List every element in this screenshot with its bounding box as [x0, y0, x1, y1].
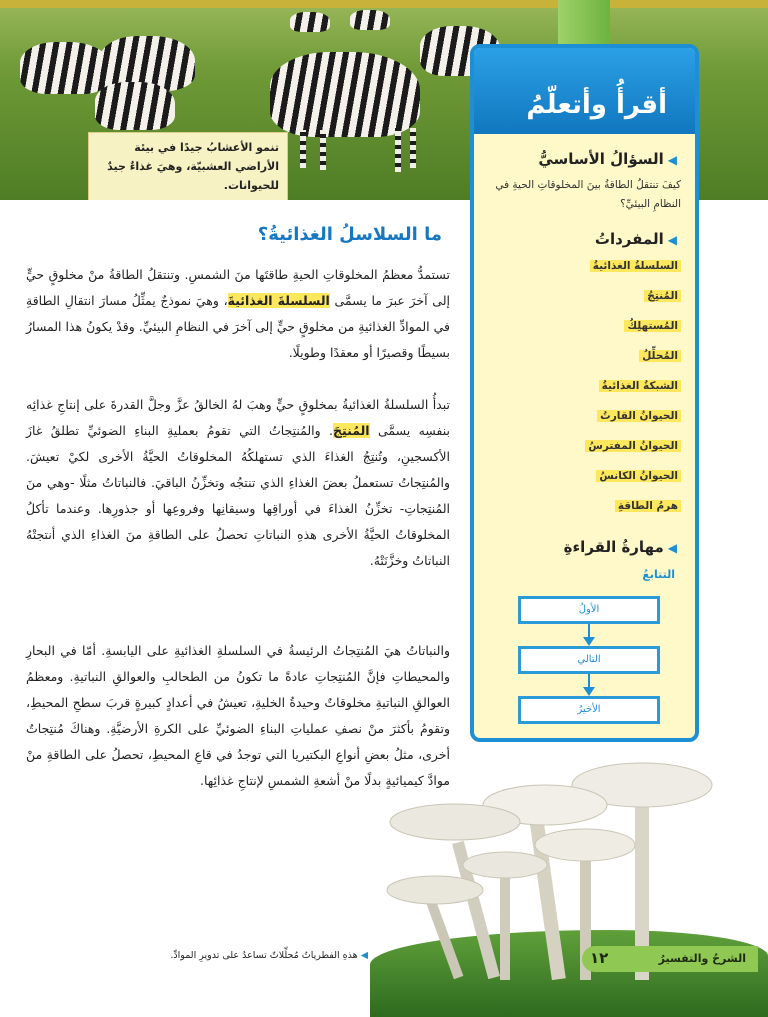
vocab-term: الشبكةُ الغذائيةُ	[501, 380, 681, 410]
panel-header	[474, 48, 695, 134]
highlighted-term: المُنتِجَ	[333, 423, 370, 438]
zebra	[95, 82, 175, 130]
paragraph-3: والنباتاتُ هيَ المُنتِجاتُ الرئيسةُ في السلسلةِ الغذائيةِ على اليابسةِ. أمّا في البحارِ والمحيطاتِ فإنَّ المُنتِجاتِ عادةً ما تكونُ من الطحالبِ والعوالقِ النباتيةِ. ومعظمُ العوالقِ النباتيةِ مخلوقاتٌ وحيدةُ الخليةِ، تعيشُ في أعدادٍ كبيرةٍ قربَ سطحِ المحيطِ، وتقومُ بأكثرَ منْ نصفِ عملياتِ البناءِ الضوئيِّ على الكرةِ الأرضيَّةِ. وهناكَ مُنتِجاتٌ أخرى، مثلُ بعضِ أنواعِ البكتيريا التي توجدُ في قاعِ المحيطِ، تحصلُ على الطاقةِ منْ موادَّ كيميائيةٍ بدلًا منْ أشعةِ الشمسِ لإنتاجِ غذائِها.	[26, 643, 450, 788]
highlighted-term: السلسلةَ الغذائيةَ	[227, 293, 330, 308]
vocab-term: المُستهلِكُ	[501, 320, 681, 350]
sequence-box-first: الأولُ	[518, 596, 660, 624]
paragraph-2: تبدأُ السلسلةُ الغذائيةُ بمخلوقٍ حيٍّ وهبَ لهُ الخالقُ عزَّ وجلَّ القدرةَ على إنتاجِ غذائِه بنفسِه يسمَّى المُنتِجَ. والمُنتِجاتُ التي تقومُ بعمليةِ البناءِ الضوئيِّ تطلقُ غازَ الأكسجينِ، وتُنتِجُ الغذاءَ الذي تستهلكُهُ المخلوقاتُ الحيَّةُ الأخرى لكيْ تعيشَ. والمُنتِجاتُ تستعملُ بعضَ الغذاءِ الذي تنتجُه وتخزِّنُ الباقيَ. فالنباتاتُ مثلًا -وهي منَ المُنتِجاتِ- تخزِّنُ الغذاءَ في أوراقِها وسيقانِها وفروعِها أو جذورِها. وعندما تأكلُ المخلوقاتُ الحيَّةُ الأخرى هذهِ النباتاتِ تحصلُ على الطاقةِ منَ الغذاءِ الذي أنتجتْهُ النباتاتُ وخزَّنَتْهُ.	[26, 397, 450, 568]
page-footer-label	[582, 946, 758, 972]
paragraph-1: تستمدُّ معظمُ المخلوقاتِ الحيةِ طاقتَها منَ الشمسِ. وتنتقلُ الطاقةُ منْ مخلوقٍ حيٍّ إلى آخرَ عبرَ ما يسمَّى السلسلةَ الغذائيةَ، وهيَ نموذجٌ يمثِّلُ مسارَ انتقالِ الطاقةِ في الموادِّ الغذائيةِ من مخلوقٍ حيٍّ إلى آخرَ في النظامِ البيئيِّ. وقدْ يكونُ هذا المسارُ بسيطًا وقصيرًا أو معقدًا وطويلًا.	[26, 267, 450, 360]
mushrooms-photo	[380, 750, 768, 1017]
vocabulary-heading: ◀المفرداتُ	[594, 230, 677, 248]
triangle-bullet-icon: ◀	[360, 950, 368, 961]
vocab-term: الحيوانُ الكانسُ	[501, 470, 681, 500]
down-arrow-icon	[583, 674, 595, 696]
triangle-bullet-icon: ◀	[667, 541, 677, 555]
mushroom-caption: ◀ هذهِ الفطرياتُ مُحلِّلاتٌ تساعدُ على تدويرِ الموادِّ.	[170, 950, 368, 961]
zebra	[270, 52, 420, 137]
read-and-learn-panel	[470, 44, 699, 742]
section-title: ما السلاسلُ الغذائيةُ؟	[257, 224, 442, 245]
triangle-bullet-icon: ◀	[667, 153, 677, 167]
reading-skill-heading: ◀مهارةُ القراءةِ	[563, 538, 677, 556]
vocabulary-list	[501, 260, 681, 530]
page-number: ١٢	[590, 949, 609, 967]
reading-skill-name: التتابعُ	[642, 568, 675, 581]
vocab-term: الحيوانُ القارتُ	[501, 410, 681, 440]
photo-top-strip	[0, 0, 768, 8]
section-label: الشرحُ والتفسيرُ	[658, 952, 746, 965]
vocab-term: هرمُ الطاقةِ	[501, 500, 681, 530]
essential-question-heading: ◀السؤالُ الأساسيُّ	[538, 150, 677, 168]
vocab-term: السلسلةُ الغذائيةُ	[501, 260, 681, 290]
zebra	[350, 10, 390, 30]
vocab-term: المُنتِجُ	[501, 290, 681, 320]
vocab-term: المُحلِّلُ	[501, 350, 681, 380]
triangle-bullet-icon: ◀	[667, 233, 677, 247]
photo-caption: تنمو الأعشابُ جيدًا في بيئة الأراضي العشبيّة، وهيَ غذاءٌ جيدٌ للحيوانات.	[88, 132, 288, 200]
vocab-term: الحيوانُ المفترسُ	[501, 440, 681, 470]
zebra	[20, 42, 110, 94]
zebra	[290, 12, 330, 32]
essential-question-text: كيفَ تنتقلُ الطاقةُ بينَ المخلوقاتِ الحيةِ في النظامِ البيئيِّ؟	[495, 179, 681, 210]
sequence-box-last: الأخيرُ	[518, 696, 660, 724]
down-arrow-icon	[583, 624, 595, 646]
panel-title: أقرأُ وأتعلّمُ	[526, 90, 667, 120]
sequence-box-next: التالي	[518, 646, 660, 674]
